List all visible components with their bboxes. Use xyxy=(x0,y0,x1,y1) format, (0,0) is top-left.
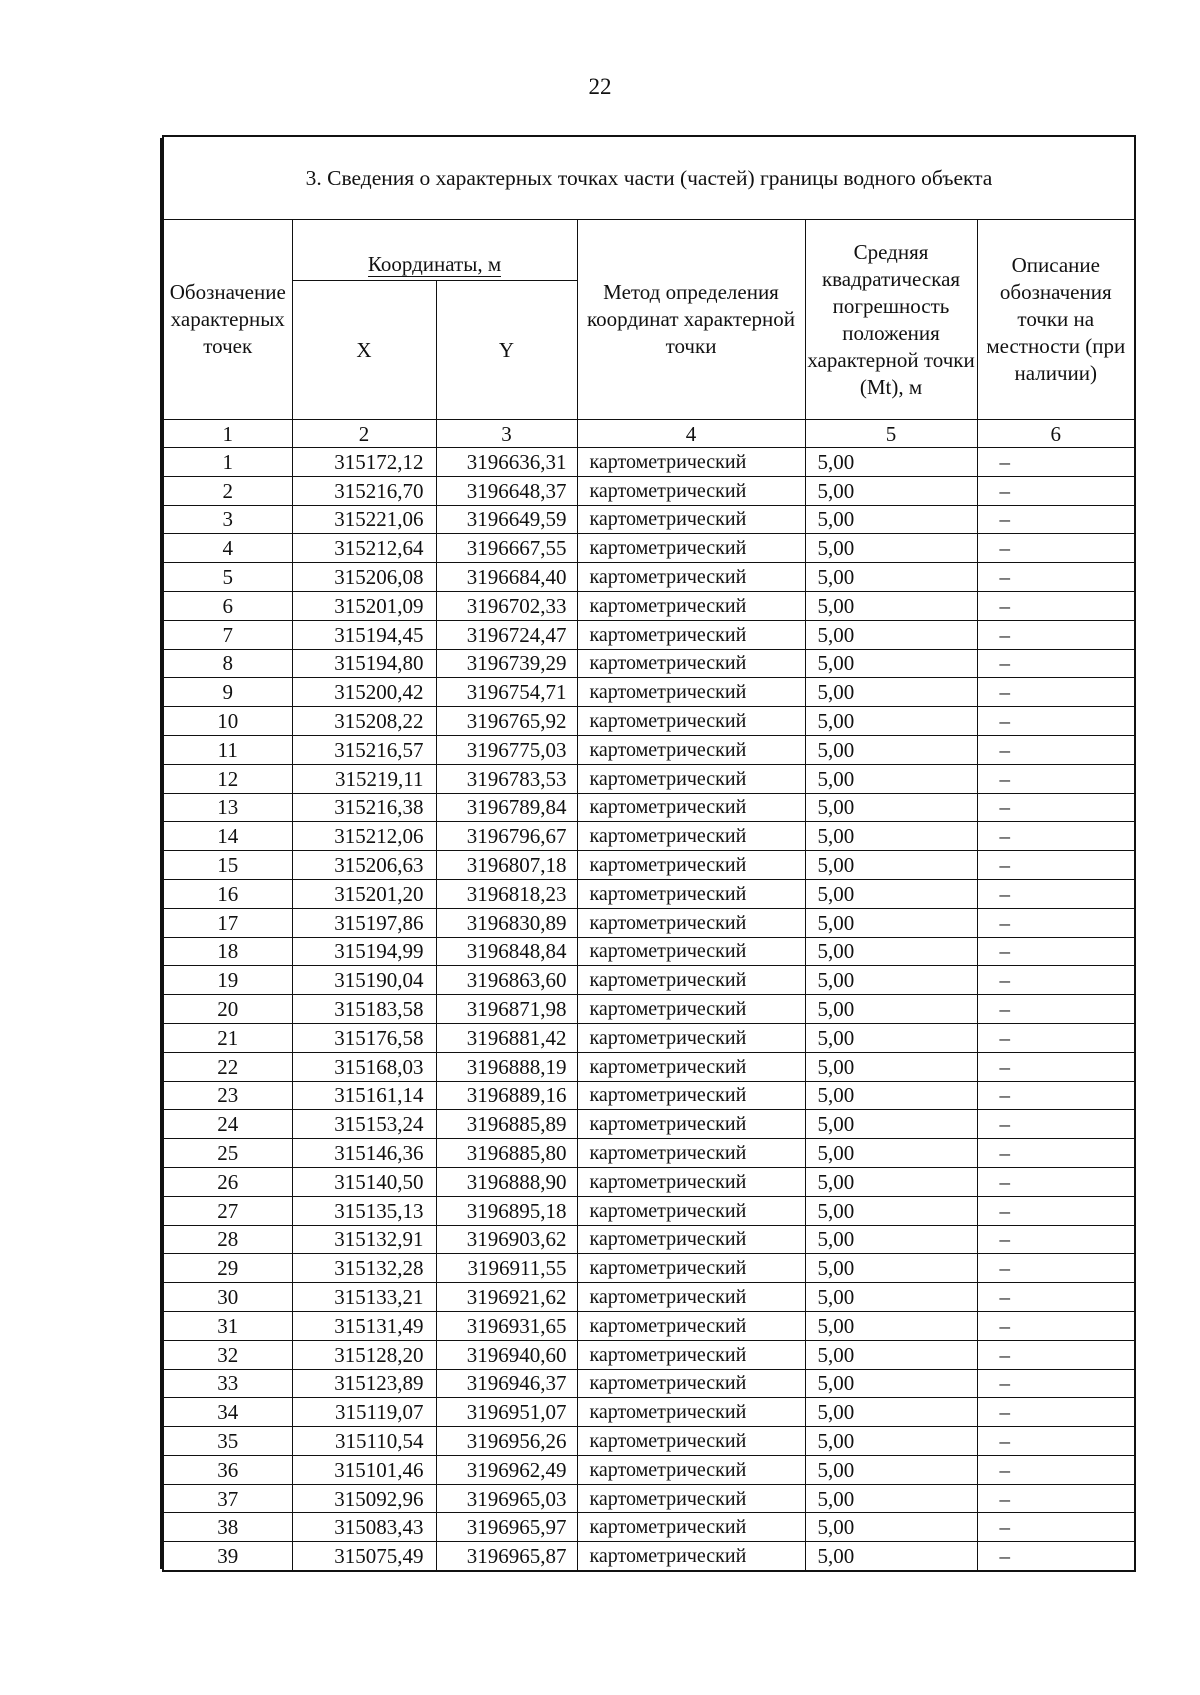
x-coordinate-cell: 315168,03 xyxy=(292,1052,436,1081)
y-coordinate-cell: 3196775,03 xyxy=(436,735,577,764)
table-row xyxy=(164,851,1134,880)
error-cell: 5,00 xyxy=(805,879,977,908)
x-coordinate-cell: 315140,50 xyxy=(292,1167,436,1196)
x-coordinate-cell: 315132,91 xyxy=(292,1225,436,1254)
y-coordinate-cell: 3196895,18 xyxy=(436,1196,577,1225)
method-cell: картометрический xyxy=(577,1513,805,1542)
y-coordinate-cell: 3196863,60 xyxy=(436,966,577,995)
method-cell: картометрический xyxy=(577,793,805,822)
method-cell: картометрический xyxy=(577,1398,805,1427)
point-number-cell: 10 xyxy=(164,707,292,736)
description-cell: – xyxy=(977,937,1134,966)
error-cell: 5,00 xyxy=(805,1513,977,1542)
y-coordinate-cell: 3196921,62 xyxy=(436,1283,577,1312)
x-coordinate-cell: 315135,13 xyxy=(292,1196,436,1225)
method-cell: картометрический xyxy=(577,591,805,620)
y-coordinate-cell: 3196830,89 xyxy=(436,908,577,937)
x-coordinate-cell: 315216,38 xyxy=(292,793,436,822)
method-cell: картометрический xyxy=(577,505,805,534)
point-number-cell: 1 xyxy=(164,448,292,477)
point-number-cell: 20 xyxy=(164,995,292,1024)
header-designation: Обозначение характерных точек xyxy=(164,220,292,420)
description-cell: – xyxy=(977,620,1134,649)
x-coordinate-cell: 315200,42 xyxy=(292,678,436,707)
x-coordinate-cell: 315201,20 xyxy=(292,879,436,908)
y-coordinate-cell: 3196818,23 xyxy=(436,879,577,908)
table-row xyxy=(164,649,1134,678)
point-number-cell: 12 xyxy=(164,764,292,793)
y-coordinate-cell: 3196783,53 xyxy=(436,764,577,793)
error-cell: 5,00 xyxy=(805,1167,977,1196)
y-coordinate-cell: 3196946,37 xyxy=(436,1369,577,1398)
table-row xyxy=(164,1254,1134,1283)
point-number-cell: 9 xyxy=(164,678,292,707)
table-row xyxy=(164,1023,1134,1052)
point-number-cell: 34 xyxy=(164,1398,292,1427)
error-cell: 5,00 xyxy=(805,563,977,592)
description-cell: – xyxy=(977,678,1134,707)
x-coordinate-cell: 315119,07 xyxy=(292,1398,436,1427)
table-row xyxy=(164,534,1134,563)
method-cell: картометрический xyxy=(577,649,805,678)
error-cell: 5,00 xyxy=(805,735,977,764)
description-cell: – xyxy=(977,1254,1134,1283)
x-coordinate-cell: 315194,80 xyxy=(292,649,436,678)
table-row xyxy=(164,1225,1134,1254)
table-row xyxy=(164,908,1134,937)
description-cell: – xyxy=(977,476,1134,505)
page-number: 22 xyxy=(588,74,612,99)
point-number-cell: 7 xyxy=(164,620,292,649)
table-row xyxy=(164,1513,1134,1542)
method-cell: картометрический xyxy=(577,735,805,764)
error-cell: 5,00 xyxy=(805,1340,977,1369)
x-coordinate-cell: 315131,49 xyxy=(292,1311,436,1340)
point-number-cell: 16 xyxy=(164,879,292,908)
method-cell: картометрический xyxy=(577,1484,805,1513)
point-number-cell: 30 xyxy=(164,1283,292,1312)
method-cell: картометрический xyxy=(577,1311,805,1340)
description-cell: – xyxy=(977,448,1134,477)
error-cell: 5,00 xyxy=(805,764,977,793)
error-cell: 5,00 xyxy=(805,1110,977,1139)
method-cell: картометрический xyxy=(577,995,805,1024)
description-cell: – xyxy=(977,1455,1134,1484)
error-cell: 5,00 xyxy=(805,1225,977,1254)
x-coordinate-cell: 315190,04 xyxy=(292,966,436,995)
error-cell: 5,00 xyxy=(805,1254,977,1283)
x-coordinate-cell: 315208,22 xyxy=(292,707,436,736)
method-cell: картометрический xyxy=(577,678,805,707)
y-coordinate-cell: 3196885,89 xyxy=(436,1110,577,1139)
method-cell: картометрический xyxy=(577,1340,805,1369)
point-number-cell: 5 xyxy=(164,563,292,592)
method-cell: картометрический xyxy=(577,1542,805,1570)
y-coordinate-cell: 3196962,49 xyxy=(436,1455,577,1484)
y-coordinate-cell: 3196871,98 xyxy=(436,995,577,1024)
x-coordinate-cell: 315128,20 xyxy=(292,1340,436,1369)
description-cell: – xyxy=(977,822,1134,851)
table-row xyxy=(164,448,1134,477)
table-row xyxy=(164,1484,1134,1513)
y-coordinate-cell: 3196649,59 xyxy=(436,505,577,534)
error-cell: 5,00 xyxy=(805,1196,977,1225)
method-cell: картометрический xyxy=(577,1283,805,1312)
column-number: 3 xyxy=(436,420,577,448)
error-cell: 5,00 xyxy=(805,1081,977,1110)
description-cell: – xyxy=(977,1023,1134,1052)
y-coordinate-cell: 3196754,71 xyxy=(436,678,577,707)
error-cell: 5,00 xyxy=(805,476,977,505)
error-cell: 5,00 xyxy=(805,1427,977,1456)
x-coordinate-cell: 315212,06 xyxy=(292,822,436,851)
x-coordinate-cell: 315153,24 xyxy=(292,1110,436,1139)
x-coordinate-cell: 315092,96 xyxy=(292,1484,436,1513)
error-cell: 5,00 xyxy=(805,793,977,822)
description-cell: – xyxy=(977,505,1134,534)
table-row xyxy=(164,1283,1134,1312)
y-coordinate-cell: 3196848,84 xyxy=(436,937,577,966)
table-row xyxy=(164,1110,1134,1139)
x-coordinate-cell: 315176,58 xyxy=(292,1023,436,1052)
table-row xyxy=(164,1167,1134,1196)
point-number-cell: 8 xyxy=(164,649,292,678)
error-cell: 5,00 xyxy=(805,1139,977,1168)
method-cell: картометрический xyxy=(577,1081,805,1110)
column-number: 2 xyxy=(292,420,436,448)
error-cell: 5,00 xyxy=(805,966,977,995)
y-coordinate-cell: 3196956,26 xyxy=(436,1427,577,1456)
table-row xyxy=(164,966,1134,995)
error-cell: 5,00 xyxy=(805,1455,977,1484)
table-row xyxy=(164,764,1134,793)
y-coordinate-cell: 3196789,84 xyxy=(436,793,577,822)
error-cell: 5,00 xyxy=(805,1484,977,1513)
x-coordinate-cell: 315219,11 xyxy=(292,764,436,793)
table-row xyxy=(164,476,1134,505)
error-cell: 5,00 xyxy=(805,937,977,966)
table-row xyxy=(164,995,1134,1024)
x-coordinate-cell: 315194,99 xyxy=(292,937,436,966)
point-number-cell: 24 xyxy=(164,1110,292,1139)
description-cell: – xyxy=(977,1139,1134,1168)
description-cell: – xyxy=(977,1283,1134,1312)
description-cell: – xyxy=(977,707,1134,736)
column-number: 5 xyxy=(805,420,977,448)
point-number-cell: 17 xyxy=(164,908,292,937)
description-cell: – xyxy=(977,1542,1134,1570)
point-number-cell: 6 xyxy=(164,591,292,620)
x-coordinate-cell: 315161,14 xyxy=(292,1081,436,1110)
header-x: X xyxy=(292,281,436,420)
method-cell: картометрический xyxy=(577,879,805,908)
method-cell: картометрический xyxy=(577,1369,805,1398)
y-coordinate-cell: 3196889,16 xyxy=(436,1081,577,1110)
error-cell: 5,00 xyxy=(805,1542,977,1570)
method-cell: картометрический xyxy=(577,937,805,966)
boundary-points-table-frame xyxy=(162,135,1136,1572)
method-cell: картометрический xyxy=(577,476,805,505)
table-row xyxy=(164,620,1134,649)
method-cell: картометрический xyxy=(577,966,805,995)
table-row xyxy=(164,1081,1134,1110)
description-cell: – xyxy=(977,793,1134,822)
method-cell: картометрический xyxy=(577,563,805,592)
y-coordinate-cell: 3196881,42 xyxy=(436,1023,577,1052)
y-coordinate-cell: 3196724,47 xyxy=(436,620,577,649)
description-cell: – xyxy=(977,1484,1134,1513)
table-row xyxy=(164,1455,1134,1484)
y-coordinate-cell: 3196965,03 xyxy=(436,1484,577,1513)
point-number-cell: 25 xyxy=(164,1139,292,1168)
point-number-cell: 33 xyxy=(164,1369,292,1398)
table-row xyxy=(164,1340,1134,1369)
point-number-cell: 37 xyxy=(164,1484,292,1513)
method-cell: картометрический xyxy=(577,1167,805,1196)
error-cell: 5,00 xyxy=(805,505,977,534)
y-coordinate-cell: 3196684,40 xyxy=(436,563,577,592)
point-number-cell: 32 xyxy=(164,1340,292,1369)
y-coordinate-cell: 3196765,92 xyxy=(436,707,577,736)
error-cell: 5,00 xyxy=(805,822,977,851)
point-number-cell: 13 xyxy=(164,793,292,822)
point-number-cell: 2 xyxy=(164,476,292,505)
error-cell: 5,00 xyxy=(805,1311,977,1340)
error-cell: 5,00 xyxy=(805,591,977,620)
header-coordinates-label: Координаты, м xyxy=(367,252,502,276)
y-coordinate-cell: 3196888,19 xyxy=(436,1052,577,1081)
error-cell: 5,00 xyxy=(805,620,977,649)
error-cell: 5,00 xyxy=(805,1398,977,1427)
y-coordinate-cell: 3196807,18 xyxy=(436,851,577,880)
error-cell: 5,00 xyxy=(805,1052,977,1081)
point-number-cell: 11 xyxy=(164,735,292,764)
header-y: Y xyxy=(436,281,577,420)
method-cell: картометрический xyxy=(577,1052,805,1081)
x-coordinate-cell: 315172,12 xyxy=(292,448,436,477)
error-cell: 5,00 xyxy=(805,707,977,736)
point-number-cell: 19 xyxy=(164,966,292,995)
point-number-cell: 14 xyxy=(164,822,292,851)
method-cell: картометрический xyxy=(577,1139,805,1168)
x-coordinate-cell: 315133,21 xyxy=(292,1283,436,1312)
description-cell: – xyxy=(977,1167,1134,1196)
description-cell: – xyxy=(977,1052,1134,1081)
point-number-cell: 4 xyxy=(164,534,292,563)
x-coordinate-cell: 315101,46 xyxy=(292,1455,436,1484)
column-number: 1 xyxy=(164,420,292,448)
method-cell: картометрический xyxy=(577,764,805,793)
point-number-cell: 26 xyxy=(164,1167,292,1196)
column-number-row xyxy=(164,420,1134,448)
description-cell: – xyxy=(977,534,1134,563)
table-row xyxy=(164,563,1134,592)
description-cell: – xyxy=(977,1311,1134,1340)
description-cell: – xyxy=(977,563,1134,592)
x-coordinate-cell: 315083,43 xyxy=(292,1513,436,1542)
error-cell: 5,00 xyxy=(805,448,977,477)
method-cell: картометрический xyxy=(577,822,805,851)
table-row xyxy=(164,1139,1134,1168)
x-coordinate-cell: 315194,45 xyxy=(292,620,436,649)
y-coordinate-cell: 3196796,67 xyxy=(436,822,577,851)
description-cell: – xyxy=(977,591,1134,620)
method-cell: картометрический xyxy=(577,448,805,477)
boundary-points-table xyxy=(164,220,1134,1570)
point-number-cell: 21 xyxy=(164,1023,292,1052)
y-coordinate-cell: 3196667,55 xyxy=(436,534,577,563)
x-coordinate-cell: 315183,58 xyxy=(292,995,436,1024)
column-number: 4 xyxy=(577,420,805,448)
method-cell: картометрический xyxy=(577,851,805,880)
description-cell: – xyxy=(977,735,1134,764)
x-coordinate-cell: 315110,54 xyxy=(292,1427,436,1456)
point-number-cell: 36 xyxy=(164,1455,292,1484)
method-cell: картометрический xyxy=(577,908,805,937)
error-cell: 5,00 xyxy=(805,851,977,880)
method-cell: картометрический xyxy=(577,620,805,649)
description-cell: – xyxy=(977,764,1134,793)
point-number-cell: 18 xyxy=(164,937,292,966)
x-coordinate-cell: 315197,86 xyxy=(292,908,436,937)
y-coordinate-cell: 3196940,60 xyxy=(436,1340,577,1369)
description-cell: – xyxy=(977,1340,1134,1369)
column-number: 6 xyxy=(977,420,1134,448)
y-coordinate-cell: 3196911,55 xyxy=(436,1254,577,1283)
x-coordinate-cell: 315206,08 xyxy=(292,563,436,592)
x-coordinate-cell: 315123,89 xyxy=(292,1369,436,1398)
x-coordinate-cell: 315132,28 xyxy=(292,1254,436,1283)
table-row xyxy=(164,1398,1134,1427)
description-cell: – xyxy=(977,1081,1134,1110)
error-cell: 5,00 xyxy=(805,908,977,937)
description-cell: – xyxy=(977,1110,1134,1139)
header-error: Средняя квадратическая погрешность положения характерной точки (Mt), м xyxy=(805,220,977,420)
table-row xyxy=(164,707,1134,736)
error-cell: 5,00 xyxy=(805,678,977,707)
y-coordinate-cell: 3196965,87 xyxy=(436,1542,577,1570)
x-coordinate-cell: 315221,06 xyxy=(292,505,436,534)
error-cell: 5,00 xyxy=(805,1023,977,1052)
method-cell: картометрический xyxy=(577,707,805,736)
point-number-cell: 38 xyxy=(164,1513,292,1542)
method-cell: картометрический xyxy=(577,1110,805,1139)
method-cell: картометрический xyxy=(577,1455,805,1484)
method-cell: картометрический xyxy=(577,1225,805,1254)
point-number-cell: 27 xyxy=(164,1196,292,1225)
point-number-cell: 3 xyxy=(164,505,292,534)
error-cell: 5,00 xyxy=(805,534,977,563)
y-coordinate-cell: 3196951,07 xyxy=(436,1398,577,1427)
table-row xyxy=(164,591,1134,620)
x-coordinate-cell: 315212,64 xyxy=(292,534,436,563)
error-cell: 5,00 xyxy=(805,649,977,678)
x-coordinate-cell: 315216,70 xyxy=(292,476,436,505)
point-number-cell: 22 xyxy=(164,1052,292,1081)
method-cell: картометрический xyxy=(577,1023,805,1052)
y-coordinate-cell: 3196885,80 xyxy=(436,1139,577,1168)
method-cell: картометрический xyxy=(577,1254,805,1283)
y-coordinate-cell: 3196739,29 xyxy=(436,649,577,678)
description-cell: – xyxy=(977,1398,1134,1427)
description-cell: – xyxy=(977,1427,1134,1456)
x-coordinate-cell: 315146,36 xyxy=(292,1139,436,1168)
x-coordinate-cell: 315216,57 xyxy=(292,735,436,764)
y-coordinate-cell: 3196965,97 xyxy=(436,1513,577,1542)
point-number-cell: 29 xyxy=(164,1254,292,1283)
section-title: 3. Сведения о характерных точках части (частей) границы водного объекта xyxy=(164,137,1134,220)
x-coordinate-cell: 315075,49 xyxy=(292,1542,436,1570)
y-coordinate-cell: 3196903,62 xyxy=(436,1225,577,1254)
method-cell: картометрический xyxy=(577,1427,805,1456)
error-cell: 5,00 xyxy=(805,995,977,1024)
x-coordinate-cell: 315206,63 xyxy=(292,851,436,880)
description-cell: – xyxy=(977,908,1134,937)
header-coordinates xyxy=(292,220,577,281)
method-cell: картометрический xyxy=(577,534,805,563)
header-description: Описание обозначения точки на местности (при наличии) xyxy=(977,220,1134,420)
table-row xyxy=(164,1427,1134,1456)
header-method: Метод определения координат характерной точки xyxy=(577,220,805,420)
description-cell: – xyxy=(977,1225,1134,1254)
description-cell: – xyxy=(977,1513,1134,1542)
table-row xyxy=(164,879,1134,908)
y-coordinate-cell: 3196931,65 xyxy=(436,1311,577,1340)
point-number-cell: 31 xyxy=(164,1311,292,1340)
description-cell: – xyxy=(977,995,1134,1024)
y-coordinate-cell: 3196702,33 xyxy=(436,591,577,620)
table-row xyxy=(164,678,1134,707)
y-coordinate-cell: 3196888,90 xyxy=(436,1167,577,1196)
table-row xyxy=(164,793,1134,822)
table-row xyxy=(164,822,1134,851)
point-number-cell: 23 xyxy=(164,1081,292,1110)
description-cell: – xyxy=(977,879,1134,908)
y-coordinate-cell: 3196648,37 xyxy=(436,476,577,505)
description-cell: – xyxy=(977,649,1134,678)
table-row xyxy=(164,1196,1134,1225)
table-row xyxy=(164,1052,1134,1081)
point-number-cell: 35 xyxy=(164,1427,292,1456)
table-row xyxy=(164,1369,1134,1398)
table-row xyxy=(164,937,1134,966)
description-cell: – xyxy=(977,1369,1134,1398)
error-cell: 5,00 xyxy=(805,1283,977,1312)
y-coordinate-cell: 3196636,31 xyxy=(436,448,577,477)
point-number-cell: 39 xyxy=(164,1542,292,1570)
description-cell: – xyxy=(977,1196,1134,1225)
x-coordinate-cell: 315201,09 xyxy=(292,591,436,620)
error-cell: 5,00 xyxy=(805,1369,977,1398)
table-row xyxy=(164,1311,1134,1340)
description-cell: – xyxy=(977,851,1134,880)
point-number-cell: 28 xyxy=(164,1225,292,1254)
method-cell: картометрический xyxy=(577,1196,805,1225)
table-row xyxy=(164,1542,1134,1570)
description-cell: – xyxy=(977,966,1134,995)
point-number-cell: 15 xyxy=(164,851,292,880)
table-row xyxy=(164,505,1134,534)
table-row xyxy=(164,735,1134,764)
